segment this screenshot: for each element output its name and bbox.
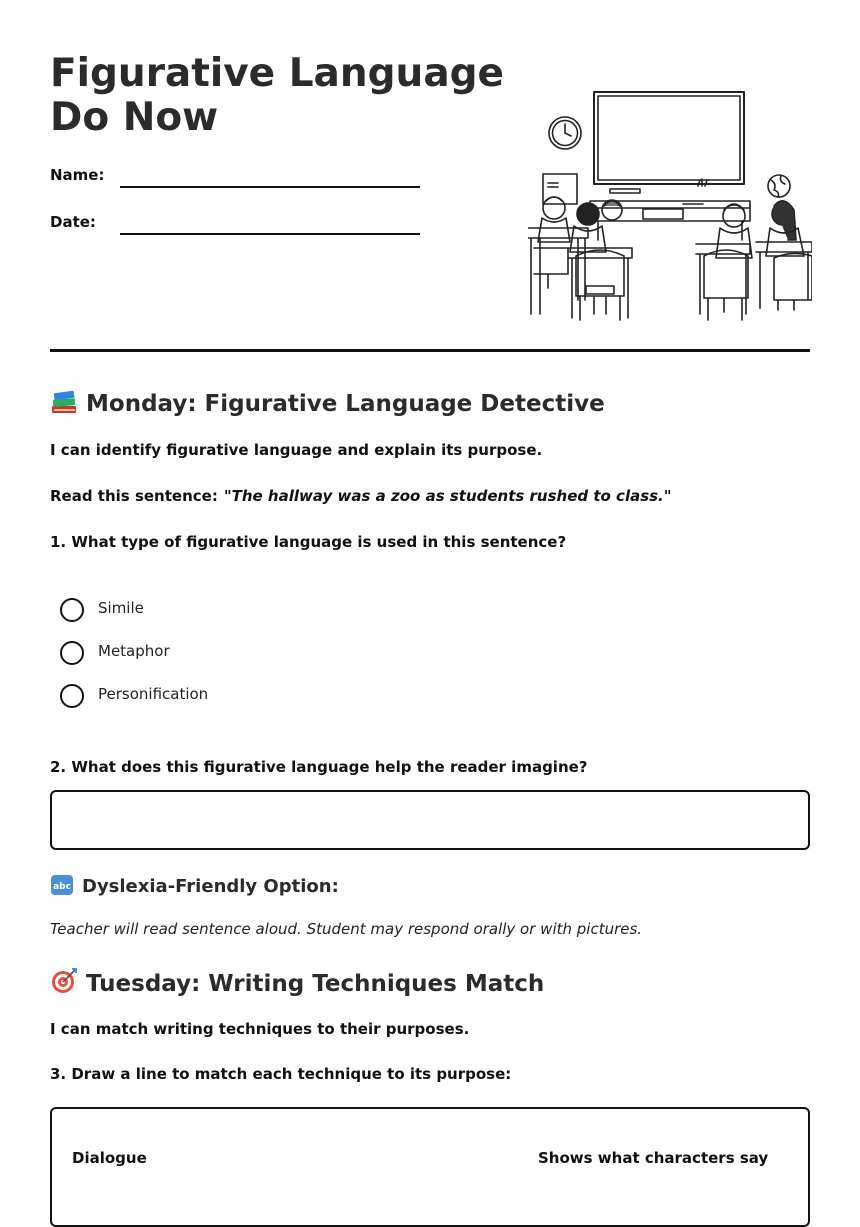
target-icon [50,967,78,995]
option-label: Simile [98,599,144,617]
figurative-sentence: "The hallway was a zoo as students rushed to class." [223,487,672,505]
date-label: Date: [50,213,96,231]
radio-button[interactable] [60,598,84,622]
dyslexia-note: Teacher will read sentence aloud. Student may respond orally or with pictures. [50,920,643,938]
option-personification[interactable] [60,684,360,708]
technique-item[interactable]: Dialogue [72,1149,147,1167]
matching-box [50,1107,810,1227]
name-input-line[interactable] [120,186,420,188]
dyslexia-heading-text: Dyslexia-Friendly Option: [82,876,339,897]
option-simile[interactable] [60,598,360,622]
worksheet-header [50,0,810,352]
worksheet-page [50,0,810,1167]
option-label: Personification [98,685,209,703]
radio-button[interactable] [60,641,84,665]
purpose-item[interactable]: Shows what characters say [538,1149,769,1167]
option-metaphor[interactable] [60,641,360,665]
option-label: Metaphor [98,642,170,660]
name-label: Name: [50,166,105,184]
question-3: 3. Draw a line to match each technique to its purpose: [50,1065,512,1083]
question-2: 2. What does this figurative language help the reader imagine? [50,758,588,776]
tuesday-objective: I can match writing techniques to their purposes. [50,1020,470,1038]
date-input-line[interactable] [120,233,420,235]
read-sentence [50,487,672,505]
page-title: Figurative Language Do Now [50,51,505,140]
svg-text:abc: abc [53,882,71,892]
books-icon [50,389,78,415]
dyslexia-heading [50,874,339,897]
answer-box[interactable] [50,790,810,850]
read-label: Read this sentence: [50,487,218,505]
question-1: 1. What type of figurative language is used in this sentence? [50,533,567,551]
classroom-illustration [528,88,812,324]
radio-button[interactable] [60,684,84,708]
monday-heading [50,389,605,417]
monday-objective: I can identify figurative language and explain its purpose. [50,441,543,459]
tuesday-heading-text: Tuesday: Writing Techniques Match [86,971,545,997]
tuesday-heading [50,967,544,997]
monday-heading-text: Monday: Figurative Language Detective [86,391,605,417]
abc-icon [50,874,74,896]
